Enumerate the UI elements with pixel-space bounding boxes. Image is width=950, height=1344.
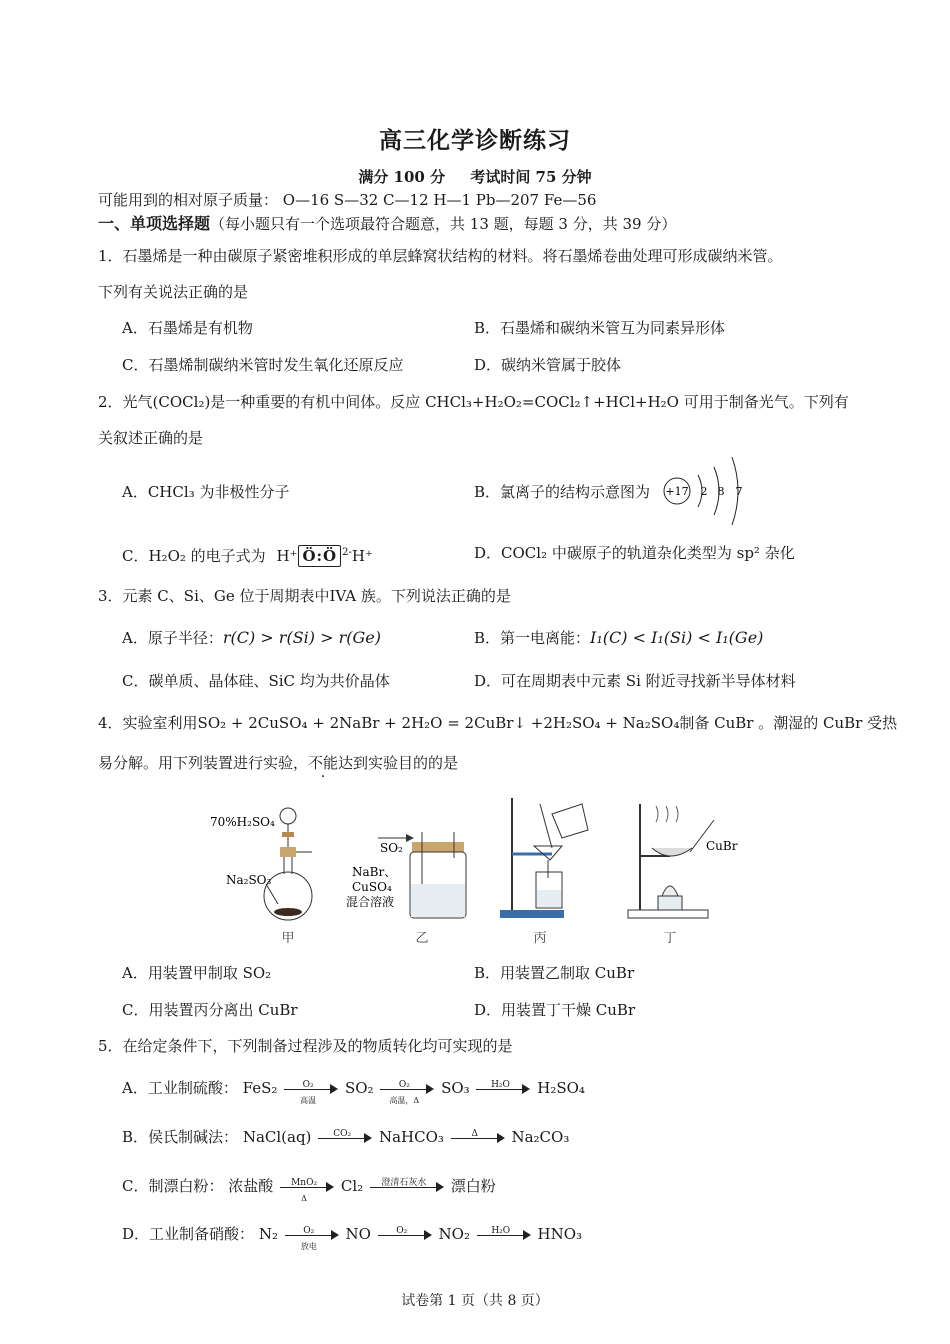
burner-flame [662,886,678,896]
q5-b-species-2: NaHCO₃ [378,1128,444,1146]
bottle-solution [411,884,465,917]
q5-option-b [122,1127,569,1147]
q3-option-a [122,628,381,648]
q4-option-a: A．用装置甲制取 SO₂ [122,964,272,982]
formula-peroxide-bracket: Ö:Ö [298,545,341,567]
caption-bing: 丙 [533,931,547,946]
label-gas: SO₂ [380,841,403,855]
bottle-stopper [412,842,464,852]
exam-info [0,166,950,187]
label-mix-2: CuSO₄ [352,880,392,894]
apparatus-bing [500,798,588,946]
steam-lines [656,806,678,822]
q4-stem-line1 [98,713,897,733]
flask-stopper [280,847,296,857]
label-acid: 70%H₂SO₄ [210,815,275,829]
q5-a-species-1: FeS₂ [242,1079,278,1097]
q4-option-d: D．用装置丁干燥 CuBr [474,1001,636,1019]
q2-option-c [122,543,373,567]
q5-d-arrow-2: O₂ [378,1226,432,1244]
q3-option-a-math: r(C) > r(Si) > r(Ge) [222,628,381,647]
label-mix-3: 混合溶液 [346,895,395,909]
q3-option-c: C．碳单质、晶体硅、SiC 均为共价晶体 [122,672,390,690]
q1-option-d: D．碳纳米管属于胶体 [474,356,622,374]
section-heading [98,214,676,234]
q1-stem-line1: 1．石墨烯是一种由碳原子紧密堆积形成的单层蜂窝状结构的材料。将石墨烯卷曲处理可形成碳纳米管。 [98,247,783,265]
q4-emphasis: 不能 [308,754,339,772]
section-note: （每小题只有一个选项最符合题意，共 13 题，每题 3 分，共 39 分） [210,215,677,233]
q5-c-arrow-1: MnO₂ Δ [280,1178,334,1196]
q5-c-species-2: Cl₂ [340,1177,364,1195]
q1-option-a: A．石墨烯是有机物 [122,319,253,337]
q5-d-species-3: NO₂ [438,1225,470,1243]
q3-option-a-text: A．原子半径： [122,629,223,647]
q5-b-species-3: Na₂CO₃ [511,1128,570,1146]
q5-option-c [122,1176,496,1203]
formula-h-left: H⁺ [276,547,298,565]
q3-stem: 3．元素 C、Si、Ge 位于周期表中IVA 族。下列说法正确的是 [98,587,511,605]
caption-yi: 乙 [415,931,429,946]
atomic-masses: 可能用到的相对原子质量： O—16 S—32 C—12 H—1 Pb—207 Fe—56 [98,191,597,209]
apparatus-ding [628,804,738,946]
gas-arrow-head [406,834,414,842]
q5-d-arrow-3: H₂O [477,1226,531,1244]
q5-d-arrow-1: O₂ 放电 [285,1226,339,1244]
q3-option-b-text: B．第一电离能： [474,629,591,647]
label-mix-1: NaBr、 [352,865,397,879]
q4-stem-line2 [98,753,458,773]
q3-option-d: D．可在周期表中元素 Si 附近寻找新半导体材料 [474,672,796,690]
shell-electrons-3: 7 [735,485,743,498]
q5-d-label: D．工业制备硝酸： [122,1225,255,1243]
label-cubr: CuBr [706,839,738,853]
q2-option-c-text: C．H₂O₂ 的电子式为 [122,547,266,565]
pouring-beaker [552,804,588,838]
q4-stem2-a: 易分解。用下列装置进行实验， [98,754,309,772]
q1-stem-line2: 下列有关说法正确的是 [98,283,249,301]
q4-option-b: B．用装置乙制取 CuBr [474,964,635,982]
caption-jia: 甲 [281,931,295,946]
page-footer: 试卷第 1 页（共 8 页） [401,1293,549,1309]
evaporating-dish [652,848,692,856]
filtrate [537,890,561,907]
q3-option-b [474,628,763,648]
nucleus-charge: +17 [665,485,689,498]
shell-electrons-1: 2 [700,485,708,498]
stopcock [282,832,294,837]
q5-b-arrow-2: Δ [451,1129,505,1147]
chlorine-structure-diagram [662,455,752,527]
glass-rod [540,804,552,848]
page-title: 高三化学诊断练习 [379,127,571,154]
q5-a-species-3: SO₃ [441,1079,470,1097]
q5-a-arrow-2: O₂ 高温，Δ [380,1080,434,1098]
funnel-bulb [280,808,296,824]
q5-option-d [122,1224,583,1251]
q4-stem-a: 4．实验室利用 [98,714,198,732]
q5-b-species-1: NaCl(aq) [242,1128,312,1146]
q5-a-label: A．工业制硫酸： [122,1079,238,1097]
apparatus-yi [346,832,466,946]
q5-b-label: B．侯氏制碱法： [122,1128,239,1146]
q4-stem2-b: 达到实验目的的是 [338,754,459,772]
q5-b-arrow-1: CO₂ [318,1129,372,1147]
sulfite-pointer [266,884,278,904]
formula-h-right: H⁺ [351,547,373,565]
alcohol-lamp [658,896,682,910]
h2o2-electron-formula [276,547,372,565]
q4-stem-b: 制备 CuBr 。潮湿的 CuBr 受热 [679,714,898,732]
q4-option-c: C．用装置丙分离出 CuBr [122,1001,298,1019]
formula-charge: 2- [342,547,352,558]
q5-a-arrow-3: H₂O [476,1080,530,1098]
q2-option-a: A．CHCl₃ 为非极性分子 [122,483,290,501]
q1-option-c: C．石墨烯制碳纳米管时发生氧化还原反应 [122,356,404,374]
q5-a-species-2: SO₂ [344,1079,374,1097]
exam-time: 考试时间 75 分钟 [470,168,592,186]
q3-option-b-math: I₁(C) < I₁(Si) < I₁(Ge) [590,628,764,647]
apparatus-jia [210,808,312,946]
q2-option-b: B．氯离子的结构示意图为 [474,483,651,501]
q5-a-species-4: H₂SO₄ [537,1079,585,1097]
q5-option-a [122,1078,585,1105]
section-title: 一、单项选择题 [98,214,211,233]
q4-equation: SO₂ + 2CuSO₄ + 2NaBr + 2H₂O = 2CuBr↓ +2H₂SO₄ + Na₂SO₄ [197,714,680,732]
q5-c-species-3: 漂白粉 [450,1177,496,1195]
q5-c-arrow-2: 澄清石灰水 [370,1178,444,1196]
label-sulfite: Na₂SO₃ [226,873,272,887]
q5-stem: 5．在给定条件下，下列制备过程涉及的物质转化均可实现的是 [98,1037,513,1055]
q5-d-species-4: HNO₃ [537,1225,583,1243]
q5-d-species-1: N₂ [258,1225,278,1243]
shell-electrons-2: 8 [717,485,725,498]
solid-reagent [274,908,302,916]
q2-stem-line1: 2．光气(COCl₂)是一种重要的有机中间体。反应 CHCl₃+H₂O₂=COCl₂↑+HCl+H₂O 可用于制备光气。下列有 [98,393,849,411]
q5-d-species-2: NO [345,1225,371,1243]
q5-a-arrow-1: O₂ 高温 [284,1080,338,1098]
q2-stem-line2: 关叙述正确的是 [98,429,204,447]
q2-option-d: D．COCl₂ 中碳原子的轨道杂化类型为 sp² 杂化 [474,544,795,562]
caption-ding: 丁 [663,931,677,946]
q5-c-label: C．制漂白粉： [122,1177,224,1195]
full-score: 满分 100 分 [358,168,446,186]
q1-option-b: B．石墨烯和碳纳米管互为同素异形体 [474,319,726,337]
apparatus-figure [200,792,760,952]
stand-base [500,910,564,918]
q5-c-species-1: 浓盐酸 [228,1177,274,1195]
stand-base-ding [628,910,708,918]
